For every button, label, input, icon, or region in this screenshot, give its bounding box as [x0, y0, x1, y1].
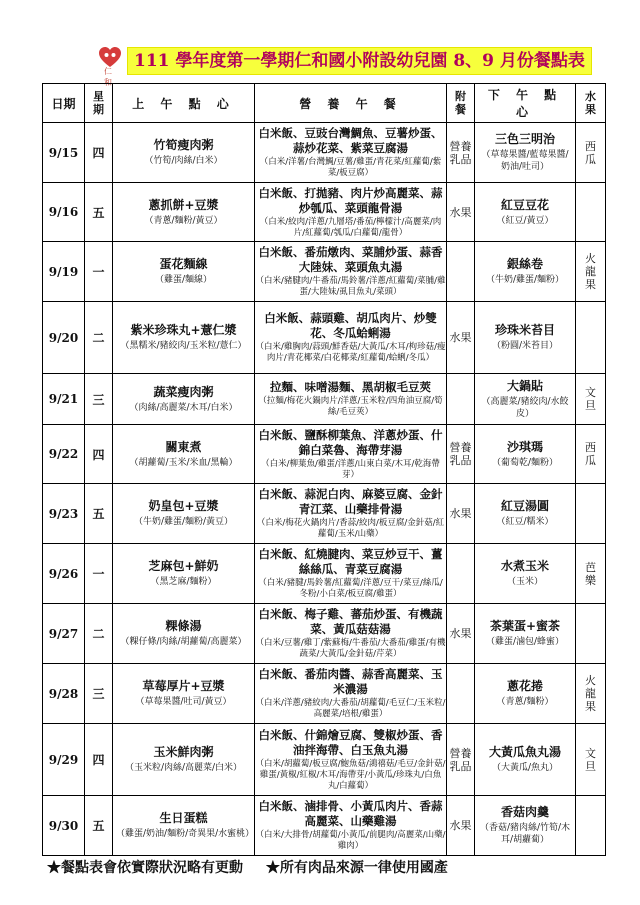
lunch-dishes: 拉麵、味噌湯麵、黑胡椒毛豆莢 — [270, 380, 431, 394]
lunch-ingredients: （拉麵/梅花火鍋肉片/洋蔥/玉米粒/四角油豆腐/筍絲/毛豆莢） — [258, 396, 443, 417]
date-cell: 9/15 — [43, 123, 85, 183]
lunch-cell — [255, 302, 447, 374]
heart-logo-icon — [98, 46, 122, 68]
school-logo — [95, 46, 125, 87]
col-weekday-header: 星期 — [85, 84, 113, 123]
weekday-cell: 五 — [85, 484, 113, 544]
lunch-ingredients: （白米/雞胸肉/蒜頭/鮮香菇/大黃瓜/木耳/枸珍菇/瘦肉片/青花椰菜/白花椰菜/紅蘿蔔/蛤蜊/冬瓜） — [255, 342, 446, 363]
pm-snack-dish: 蔥花捲 — [506, 679, 543, 693]
table-row — [43, 544, 606, 604]
date-cell: 9/29 — [43, 724, 85, 796]
pm-snack-cell — [475, 183, 576, 242]
pm-snack-cell — [475, 484, 576, 544]
fruit-text-line: 瓜 — [585, 152, 596, 166]
table-row — [43, 302, 606, 374]
lunch-dishes: 白米飯、紅燒腱肉、菜豆炒豆干、薑絲絲瓜、青菜豆腐湯 — [258, 547, 443, 576]
footer-note-meat-origin: ★所有肉品來源一律使用國產 — [265, 860, 448, 876]
fruit-text-line: 火 — [585, 674, 596, 687]
lunch-cell — [255, 123, 447, 183]
date-cell: 9/16 — [43, 183, 85, 242]
fruit-text-line: 樂 — [585, 573, 596, 587]
fruit-text-line: 火 — [585, 252, 596, 265]
meal-table — [42, 83, 606, 856]
pm-snack-dish: 水煮玉米 — [500, 559, 549, 573]
col-pm-snack-header: 下 午 點 心 — [475, 84, 576, 123]
am-snack-dish: 玉米鮮肉粥 — [153, 745, 214, 759]
fruit-text-line: 文 — [585, 386, 596, 399]
side-cell — [447, 425, 475, 484]
table-row — [43, 724, 606, 796]
side-cell — [447, 242, 475, 302]
fruit-text-line: 旦 — [585, 759, 596, 773]
lunch-cell — [255, 664, 447, 724]
am-snack-ingredients: （雞蛋/奶油/麵粉/奇異果/水蜜桃） — [116, 829, 255, 839]
am-snack-ingredients: （粿仔條/肉絲/胡蘿蔔/高麗菜） — [120, 637, 247, 647]
pm-snack-dish: 大鍋貼 — [506, 378, 543, 393]
date-cell: 9/20 — [43, 302, 85, 374]
pm-snack-ingredients: （草莓果醬/藍莓果醬/奶油/吐司） — [481, 150, 569, 172]
pm-snack-dish: 大黃瓜魚丸湯 — [488, 745, 561, 759]
lunch-cell — [255, 544, 447, 604]
lunch-cell — [255, 183, 447, 242]
lunch-dishes: 白米飯、梅子雞、蕃茄炒蛋、有機蔬菜、黃瓜菇菇湯 — [258, 607, 443, 636]
am-snack-ingredients: （肉絲/高麗菜/木耳/白米） — [129, 402, 238, 413]
date-cell: 9/30 — [43, 796, 85, 856]
date-cell: 9/28 — [43, 664, 85, 724]
weekday-cell: 二 — [85, 604, 113, 664]
table-body — [43, 123, 606, 856]
lunch-dishes: 白米飯、滷排骨、小黃瓜肉片、香蒜高麗菜、山藥雞湯 — [258, 799, 443, 828]
pm-snack-ingredients: （粉圓/米苔目） — [491, 341, 559, 351]
am-snack-cell — [113, 242, 255, 302]
am-snack-cell — [113, 302, 255, 374]
lunch-ingredients: （白米/豬腱肉/牛番茄/馬鈴薯/洋蔥/紅蘿蔔/菜脯/雞蛋/大陸妹/虱目魚丸/菜頭） — [255, 276, 446, 297]
pm-snack-dish: 銀絲卷 — [506, 257, 543, 271]
fruit-cell — [576, 724, 606, 796]
fruit-text-line: 龍 — [585, 265, 596, 278]
side-text-line: 水果 — [449, 819, 472, 832]
side-cell — [447, 796, 475, 856]
pm-snack-dish: 紅豆豆花 — [500, 197, 549, 212]
fruit-cell — [576, 484, 606, 544]
table-header-row — [43, 84, 606, 123]
side-cell — [447, 484, 475, 544]
am-snack-cell — [113, 796, 255, 856]
pm-snack-ingredients: （大黃瓜/魚丸） — [491, 763, 559, 773]
fruit-text-line: 西 — [585, 139, 596, 153]
weekday-cell: 三 — [85, 664, 113, 724]
date-cell: 9/27 — [43, 604, 85, 664]
side-cell — [447, 724, 475, 796]
col-fruit-header: 水果 — [576, 84, 606, 123]
table-row — [43, 664, 606, 724]
fruit-cell — [576, 242, 606, 302]
pm-snack-dish: 珍珠米苔目 — [494, 323, 555, 337]
footer-note-change: ★餐點表會依實際狀況略有更動 — [47, 860, 243, 876]
lunch-dishes: 白米飯、蒜泥白肉、麻婆豆腐、金針青江菜、山藥排骨湯 — [258, 487, 443, 516]
pm-snack-ingredients: （高麗菜/豬絞肉/水餃皮） — [481, 396, 569, 419]
lunch-cell — [255, 242, 447, 302]
table-row — [43, 604, 606, 664]
pm-snack-dish: 沙琪瑪 — [506, 439, 543, 454]
am-snack-dish: 紫米珍珠丸+薏仁漿 — [130, 323, 237, 337]
pm-snack-cell — [475, 242, 576, 302]
fruit-cell — [576, 664, 606, 724]
fruit-cell — [576, 123, 606, 183]
lunch-ingredients: （白米/胡蘿蔔/板豆腐/鮑魚菇/鴻禧菇/毛豆/金針菇/雞蛋/黃椒/紅椒/木耳/海帶芽/小黃瓜/珍珠丸/白魚丸/白蘿蔔） — [255, 758, 446, 791]
pm-snack-ingredients: （香菇/豬肉絲/竹筍/木耳/胡蘿蔔） — [479, 823, 571, 845]
am-snack-dish: 蛋花麵線 — [159, 257, 208, 271]
weekday-cell: 五 — [85, 183, 113, 242]
header — [95, 47, 592, 87]
weekday-cell: 五 — [85, 796, 113, 856]
side-text-line: 營養 — [449, 746, 472, 760]
pm-snack-dish: 紅豆湯圓 — [500, 499, 549, 513]
am-snack-ingredients: （竹筍/肉絲/白米） — [144, 156, 223, 166]
am-snack-dish: 芝麻包+鮮奶 — [148, 559, 219, 573]
lunch-dishes: 白米飯、打拋豬、肉片炒高麗菜、蒜炒瓠瓜、菜頭龍骨湯 — [258, 185, 443, 215]
pm-snack-cell — [475, 664, 576, 724]
table-row — [43, 374, 606, 425]
footer-notes — [47, 857, 466, 877]
am-snack-dish: 生日蛋糕 — [159, 811, 208, 825]
am-snack-ingredients: （胡蘿蔔/玉米/米血/黑輪） — [129, 457, 238, 468]
date-cell: 9/21 — [43, 374, 85, 425]
side-text-line: 乳品 — [449, 759, 472, 773]
am-snack-cell — [113, 544, 255, 604]
fruit-text-line: 旦 — [585, 399, 596, 412]
fruit-text-line: 瓜 — [585, 454, 596, 467]
side-text-line: 乳品 — [449, 152, 472, 166]
date-cell: 9/23 — [43, 484, 85, 544]
pm-snack-ingredients: （玉米） — [506, 577, 543, 587]
side-cell — [447, 183, 475, 242]
pm-snack-cell — [475, 724, 576, 796]
am-snack-cell — [113, 664, 255, 724]
lunch-ingredients: （白米/豬腱/馬鈴薯/紅蘿蔔/洋蔥/豆干/菜豆/絲瓜/冬粉/小白菜/板豆腐/雞蛋） — [258, 578, 443, 599]
am-snack-ingredients: （玉米粒/肉絲/高麗菜/白米） — [124, 763, 243, 773]
side-text-line: 水果 — [449, 627, 472, 640]
lunch-cell — [255, 604, 447, 664]
side-text-line: 乳品 — [449, 454, 472, 467]
table-row — [43, 796, 606, 856]
pm-snack-dish: 三色三明治 — [494, 132, 555, 146]
lunch-ingredients: （白米/梅花火鍋肉片/香蒜/絞肉/板豆腐/金針菇/紅蘿蔔/玉米/山藥） — [256, 518, 445, 539]
lunch-dishes: 白米飯、番茄燉肉、菜脯炒蛋、蒜香大陸妹、菜頭魚丸湯 — [258, 245, 443, 274]
date-cell: 9/19 — [43, 242, 85, 302]
lunch-dishes: 白米飯、番茄肉醬、蒜香高麗菜、玉米濃湯 — [258, 667, 443, 696]
fruit-text-line: 果 — [585, 278, 596, 291]
am-snack-cell — [113, 604, 255, 664]
pm-snack-ingredients: （紅豆/糯米） — [496, 517, 554, 527]
side-cell — [447, 604, 475, 664]
lunch-ingredients: （白米/大排骨/胡蘿蔔/小黃瓜/前腿肉/高麗菜/山藥/雞肉） — [255, 830, 446, 851]
am-snack-ingredients: （黑糯米/豬絞肉/玉米粒/薏仁） — [120, 341, 247, 351]
pm-snack-cell — [475, 796, 576, 856]
lunch-dishes: 白米飯、豆豉台灣鯛魚、豆薯炒蛋、蒜炒花菜、紫菜豆腐湯 — [258, 126, 443, 155]
weekday-cell: 二 — [85, 302, 113, 374]
pm-snack-cell — [475, 374, 576, 425]
pm-snack-cell — [475, 302, 576, 374]
pm-snack-ingredients: （雞蛋/滷包/蜂蜜） — [485, 637, 565, 647]
pm-snack-dish: 香菇肉羹 — [500, 805, 549, 819]
col-date-header: 日期 — [43, 84, 85, 123]
lunch-ingredients: （白米/柳葉魚/雞蛋/洋蔥/山東白菜/木耳/乾海帶芽） — [261, 458, 440, 480]
am-snack-dish: 草莓厚片+豆漿 — [142, 679, 225, 693]
lunch-ingredients: （白米/絞肉/洋蔥/九層塔/番茄/檸檬汁/高麗菜/肉片/紅蘿蔔/瓠瓜/白蘿蔔/龍骨） — [259, 216, 442, 238]
fruit-text-line: 文 — [585, 746, 596, 760]
pm-snack-ingredients: （牛奶/雞蛋/麵粉） — [485, 275, 565, 285]
lunch-ingredients: （白米/洋薯/台灣鯛/豆薯/雞蛋/青花菜/紅蘿蔔/紫菜/板豆腐） — [259, 157, 442, 178]
lunch-dishes: 白米飯、蒜頭雞、胡瓜肉片、炒雙花、冬瓜蛤蜊湯 — [264, 311, 437, 340]
lunch-dishes: 白米飯、鹽酥柳葉魚、洋蔥炒蛋、什錦白菜魯、海帶芽湯 — [258, 427, 443, 457]
col-lunch-header: 營 養 午 餐 — [255, 84, 447, 123]
pm-snack-cell — [475, 123, 576, 183]
pm-snack-cell — [475, 604, 576, 664]
fruit-text-line: 芭 — [585, 560, 596, 574]
side-cell — [447, 123, 475, 183]
am-snack-ingredients: （雞蛋/麵線） — [154, 275, 213, 285]
side-text-line: 水果 — [449, 205, 472, 219]
side-cell — [447, 374, 475, 425]
table-row — [43, 183, 606, 242]
am-snack-dish: 粿條湯 — [165, 619, 202, 633]
fruit-text-line: 西 — [585, 441, 596, 454]
am-snack-cell — [113, 484, 255, 544]
col-am-snack-header: 上 午 點 心 — [113, 84, 255, 123]
am-snack-dish: 蔬菜瘦肉粥 — [153, 384, 214, 399]
fruit-cell — [576, 425, 606, 484]
fruit-text-line: 果 — [585, 700, 596, 713]
pm-snack-ingredients: （葡萄乾/麵粉） — [491, 457, 559, 468]
lunch-ingredients: （白米/豆薯/雞丁/紫蘇梅/牛番茄/大番茄/雞蛋/有機蔬菜/大黃瓜/金針菇/芹菜） — [255, 638, 446, 659]
weekday-cell: 一 — [85, 544, 113, 604]
side-text-line: 水果 — [449, 507, 472, 520]
lunch-dishes: 白米飯、什錦燴豆腐、雙椒炒蛋、香油拌海帶、白玉魚丸湯 — [258, 727, 443, 757]
am-snack-cell — [113, 724, 255, 796]
lunch-cell — [255, 374, 447, 425]
am-snack-cell — [113, 425, 255, 484]
date-cell: 9/22 — [43, 425, 85, 484]
table-row — [43, 242, 606, 302]
lunch-ingredients: （白米/洋蔥/豬絞肉/大番茄/胡蘿蔔/毛豆仁/玉米粒/高麗菜/培根/雞蛋） — [255, 698, 446, 719]
lunch-cell — [255, 796, 447, 856]
side-cell — [447, 664, 475, 724]
col-side-header: 附餐 — [447, 84, 475, 123]
weekday-cell: 三 — [85, 374, 113, 425]
weekday-cell: 一 — [85, 242, 113, 302]
am-snack-cell — [113, 183, 255, 242]
table-row — [43, 123, 606, 183]
weekday-cell: 四 — [85, 724, 113, 796]
logo-text: 仁 和 — [104, 67, 116, 87]
fruit-cell — [576, 796, 606, 856]
side-cell — [447, 302, 475, 374]
side-text-line: 營養 — [449, 139, 472, 153]
fruit-cell — [576, 302, 606, 374]
lunch-cell — [255, 484, 447, 544]
pm-snack-dish: 茶葉蛋+蜜茶 — [489, 619, 561, 633]
lunch-cell — [255, 724, 447, 796]
am-snack-cell — [113, 123, 255, 183]
pm-snack-ingredients: （紅豆/黃豆） — [496, 215, 554, 226]
am-snack-ingredients: （草莓果醬/吐司/黃豆） — [135, 697, 232, 707]
side-text-line: 水果 — [449, 331, 472, 344]
fruit-cell — [576, 544, 606, 604]
weekday-cell: 四 — [85, 425, 113, 484]
table-row — [43, 425, 606, 484]
am-snack-dish: 關東煮 — [165, 439, 202, 454]
weekday-cell: 四 — [85, 123, 113, 183]
page-title: 111 學年度第一學期仁和國小附設幼兒園 8、9 月份餐點表 — [127, 47, 592, 75]
fruit-cell — [576, 183, 606, 242]
side-cell — [447, 544, 475, 604]
am-snack-dish: 竹筍瘦肉粥 — [153, 138, 214, 152]
fruit-cell — [576, 374, 606, 425]
am-snack-ingredients: （牛奶/雞蛋/麵粉/黃豆） — [133, 517, 234, 527]
fruit-cell — [576, 604, 606, 664]
am-snack-dish: 奶皇包+豆漿 — [148, 499, 219, 513]
side-text-line: 營養 — [449, 441, 472, 454]
pm-snack-cell — [475, 425, 576, 484]
pm-snack-ingredients: （青蔥/麵粉） — [496, 697, 554, 707]
am-snack-ingredients: （黑芝麻/麵粉） — [150, 577, 217, 587]
am-snack-dish: 蔥抓餅+豆漿 — [148, 197, 219, 212]
am-snack-ingredients: （青蔥/麵粉/黃豆） — [144, 215, 223, 226]
table-row — [43, 484, 606, 544]
date-cell: 9/26 — [43, 544, 85, 604]
fruit-text-line: 龍 — [585, 687, 596, 700]
lunch-cell — [255, 425, 447, 484]
am-snack-cell — [113, 374, 255, 425]
pm-snack-cell — [475, 544, 576, 604]
